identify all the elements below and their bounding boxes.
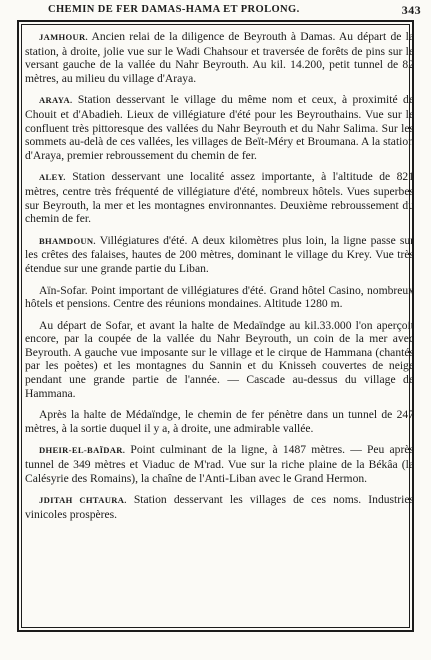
paragraph-text: Point culminant de la ligne, à 1487 mètres. — Peu après tunnel de 349 mètres et Viaduc de M'rad. Vue sur la riche plaine de la Békâa (la Calésyrie des Romains), la chaîne de l'Anti-Liban avec le Grand Hermon. bbox=[25, 443, 414, 485]
paragraph-jditah-chtaura bbox=[25, 493, 414, 521]
paragraph-text: Station desservant une localité assez importante, à l'altitude de 821 mètres, centre très fréquenté de villégiature d'été, nombreux hôtels. Vues superbes sur Beyrouth, la mer et les montagnes environnantes. Deuxième rebroussement du chemin de fer. bbox=[25, 170, 414, 226]
paragraph-text: Station desservant les villages de ces noms. Industries vinicoles prospères. bbox=[25, 493, 415, 521]
place-name: BHAMDOUN. bbox=[39, 235, 96, 246]
paragraph-ain-sofar bbox=[25, 284, 414, 311]
paragraph-text: Au départ de Sofar, et avant la halte de Medaïndge au kil.33.000 l'on aperçoit encore, par la coupée de la vallée du Nahr Beyrouth, un coin de la mer avec Beyrouth. A gauche vue imposante sur le village et le cirque de Hammana (chantés par les poètes) et les montagnes du Sannin et du Knisseh couvertes de neige pendant une grande partie de l'année. — Cascade au-dessus du village de Hammana. bbox=[25, 318, 414, 400]
paragraph-text: Aïn-Sofar. Point important de villégiatures d'été. Grand hôtel Casino, nombreux hôtels et pensions. Centre des réunions mondaines. Altitude 1280 m. bbox=[25, 283, 414, 311]
page-number: 343 bbox=[401, 3, 421, 17]
paragraph-bhamdoun bbox=[25, 234, 414, 276]
page-header bbox=[20, 4, 425, 20]
paragraph-sofar-departure bbox=[25, 319, 414, 401]
page-body bbox=[25, 30, 414, 521]
paragraph-dheir-el-baidar bbox=[25, 443, 414, 485]
paragraph-araya bbox=[25, 93, 414, 162]
place-name: ALEY. bbox=[39, 172, 66, 183]
paragraph-text: Station desservant le village du même nom et ceux, à proximité de Chouit et d'Abadieh. Lieux de villégiature d'été pour les Beyrouthains. Vue sur le confluent très pittoresque des vallées du Nahr Beyrouth et du Nahr Salima. Sur les sommets au-delà de ces vallées, les villages de Beït-Méry et Broumana. A la station d'Araya, premier rebroussement du chemin de fer. bbox=[25, 93, 414, 162]
place-name: JAMHOUR. bbox=[39, 32, 88, 42]
paragraph-jamhour bbox=[25, 30, 414, 85]
paragraph-aley bbox=[25, 170, 414, 225]
place-name: DHEIR-EL-BAÏDAR. bbox=[39, 445, 126, 456]
paragraph-text: Villégiatures d'été. A deux kilomètres plus loin, la ligne passe sur les crêtes des falaises, hautes de 200 mètres, dominant le village du Krey. Vue très étendue sur une grande partie du Liban. bbox=[25, 233, 414, 275]
paragraph-text: Après la halte de Médaïndge, le chemin de fer pénètre dans un tunnel de 247 mètres, à la sortie duquel il y a, à droite, une admirable vallée. bbox=[25, 408, 414, 435]
paragraph-medaindge bbox=[25, 408, 414, 435]
paragraph-text: Ancien relai de la diligence de Beyrouth à Damas. Au départ de la station, à droite, jolie vue sur le Wadi Chahsour et traversée de forêts de pins sur le versant gauche de la vallée du Nahr Beyrouth. Au kil. 14.200, petit tunnel de 82 mètres, au milieu du village d'Araya. bbox=[25, 30, 414, 85]
place-name: JDITAH CHTAURA. bbox=[39, 495, 127, 506]
running-title: CHEMIN DE FER DAMAS-HAMA ET PROLONG. bbox=[48, 4, 300, 15]
place-name: ARAYA. bbox=[39, 95, 73, 106]
